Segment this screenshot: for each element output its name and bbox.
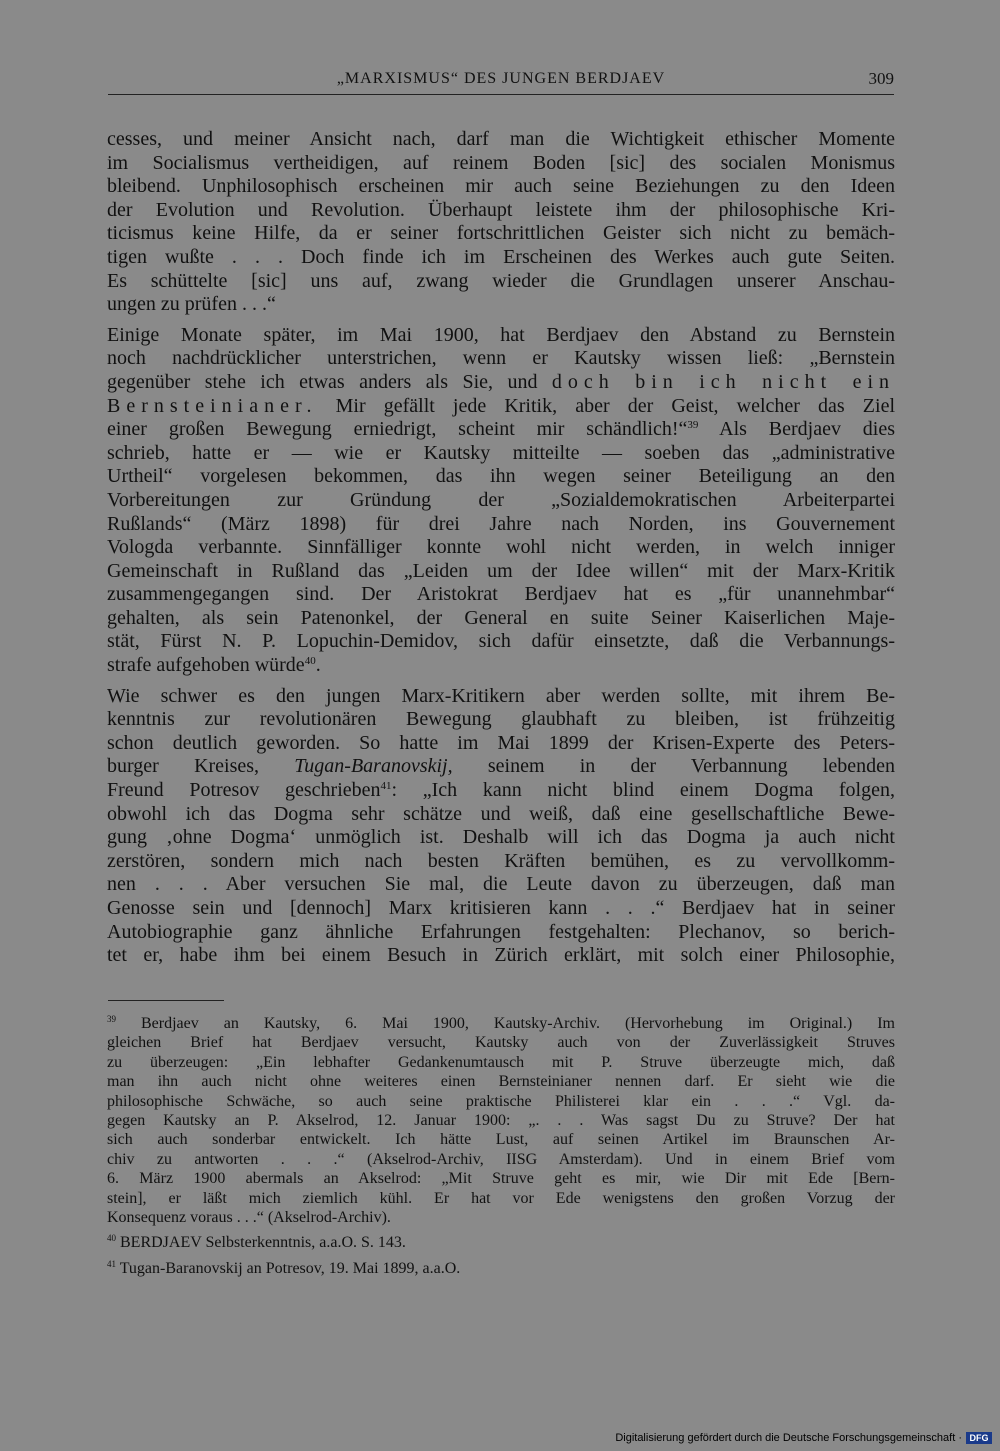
- text-line: obwohl ich das Dogma sehr schätze und weiß, daß eine gesellschaftliche Bewe-: [107, 802, 895, 825]
- text-line: Genosse sein und [dennoch] Marx kritisieren kann . . .“ Berdjaev hat in seiner: [107, 897, 895, 919]
- text-line: kenntnis zur revolutionären Bewegung glaubhaft zu bleiben, ist frühzeitig: [107, 708, 895, 731]
- text-line: cesses, und meiner Ansicht nach, darf man die Wichtigkeit ethischer Momente: [107, 128, 895, 150]
- text-line: Gemeinschaft in Rußland das „Leiden um der Idee willen“ mit der Marx-Kritik: [107, 559, 895, 582]
- footnote-line: stein], er läßt mich ziemlich kühl. Er hat vor Ede wenigstens den großen Vorzug der: [107, 1189, 895, 1207]
- footnote-ref[interactable]: 40: [304, 655, 316, 668]
- footnote-line: philosophische Schwäche, so auch seine praktische Philisterei klar ein . . .“ Vgl. da-: [107, 1092, 895, 1110]
- text-line: tet er, habe ihm bei einem Besuch in Zürich erklärt, mit solch einer Philosophie,: [107, 944, 895, 967]
- text-line: [107, 371, 895, 395]
- footnote-line: sich auch sonderbar entwickelt. Ich hätte Lust, auf seinen Artikel im Braunschen Ar-: [107, 1131, 895, 1149]
- text-line: gehalten, als sein Patenonkel, der General en suite Seiner Kaiserlichen Maje-: [107, 606, 895, 629]
- text-line: Rußlands“ (März 1898) für drei Jahre nach Norden, ins Gouvernement: [107, 512, 895, 535]
- text-span: burger Kreises,: [107, 755, 260, 778]
- text-line: nen . . . Aber versuchen Sie mal, die Leute davon zu überzeugen, daß man: [107, 873, 895, 896]
- text-line: [107, 779, 895, 803]
- text-line: zusammengegangen sind. Der Aristokrat Berdjaev hat es „für unannehmbar“: [107, 583, 895, 606]
- text-line: [107, 418, 895, 442]
- text-line: der Evolution und Revolution. Überhaupt leistete ihm der philosophische Kri-: [107, 198, 895, 221]
- paragraph-2: [107, 324, 895, 678]
- footnote-line: gleichen Brief hat Berdjaev versucht, Kautsky auch von der Zuverlässigkeit Struves: [107, 1034, 895, 1052]
- dfg-logo-icon: DFG: [966, 1432, 992, 1444]
- footnote-line: man ihn auch nicht ohne weiteres einen Bernsteinianer nennen darf. Er sieht wie die: [107, 1073, 895, 1091]
- text-span: Als Berdjaev dies: [719, 418, 896, 441]
- footnote-number: 39: [107, 1014, 116, 1024]
- text-line: Wie schwer es den jungen Marx-Kritikern aber werden sollte, mit ihrem Be-: [107, 684, 895, 707]
- text-line: tigen wußte . . . Doch finde ich im Erscheinen des Werkes auch gute Seiten.: [107, 245, 895, 268]
- footnote-line: Konsequenz voraus . . .“ (Akselrod-Archiv).: [107, 1209, 391, 1227]
- text-span: seinem in der Verbannung lebenden: [487, 755, 895, 778]
- text-line: [107, 654, 895, 678]
- footnote-ref[interactable]: 41: [380, 780, 392, 793]
- text-line: zerstören, sondern mich nach besten Kräften bemühen, es zu vervollkomm-: [107, 849, 895, 872]
- footnote-ref[interactable]: 39: [687, 419, 699, 432]
- text-span: Mir gefällt jede Kritik, aber der Geist, welcher das Ziel: [335, 394, 896, 417]
- footnote-39: [107, 1014, 895, 1227]
- text-line: im Socialismus vertheidigen, auf reinem Boden [sic] des socialen Monismus: [107, 151, 895, 174]
- emphasis-span: doch bin ich nicht ein: [551, 370, 896, 393]
- footnote-divider: [108, 1000, 224, 1001]
- footer-text: Digitalisierung gefördert durch die Deutsche Forschungsgemeinschaft ·: [615, 1432, 962, 1444]
- footnote-text: BERDJAEV Selbsterkenntnis, a.a.O. S. 143.: [120, 1234, 406, 1252]
- paragraph-3: [107, 685, 895, 968]
- footnote-text: Tugan-Baranovskij an Potresov, 19. Mai 1899, a.a.O.: [119, 1259, 461, 1277]
- text-line: Vologda verbannte. Sinnfälliger konnte wohl nicht werden, in welch inniger: [107, 536, 895, 559]
- footnote-line: gegen Kautsky an P. Akselrod, 12. Januar 1900: „. . . Was sagst Du zu Struve? Der hat: [107, 1112, 895, 1130]
- footnote-line: 6. März 1900 abermals an Akselrod: „Mit Struve geht es mir, wie Dir mit Ede [Bern-: [107, 1170, 895, 1188]
- text-span: : „Ich kann nicht blind einem Dogma folgen,: [391, 779, 895, 802]
- running-title: „MARXISMUS“ DES JUNGEN BERDJAEV: [336, 70, 666, 87]
- running-header: [108, 68, 894, 95]
- text-span: .: [315, 654, 321, 677]
- page-number: 309: [868, 69, 894, 88]
- text-line: gung ‚ohne Dogma‘ unmöglich ist. Deshalb will ich das Dogma ja auch nicht: [107, 826, 895, 849]
- text-line: ungen zu prüfen . . .“: [107, 293, 276, 316]
- text-span: einer großen Bewegung erniedrigt, scheint mir schändlich!“: [107, 418, 688, 441]
- text-line: Es schüttelte [sic] uns auf, zwang wieder die Grundlagen unserer Anschau-: [107, 269, 895, 292]
- text-line: Vorbereitungen zur Gründung der „Sozialdemokratischen Arbeiterpartei: [107, 488, 895, 511]
- text-line: schrieb, hatte er — wie er Kautsky mitteilte — soeben das „administrative: [107, 441, 895, 464]
- text-line: Autobiographie ganz ähnliche Erfahrungen festgehalten: Plechanov, so berich-: [107, 920, 895, 943]
- paragraph-1: [107, 128, 895, 317]
- italic-name: Tugan-Baranovskij,: [294, 755, 453, 778]
- footnote-line: [107, 1014, 895, 1033]
- text-line: [107, 755, 895, 779]
- footnote-number: 40: [107, 1233, 116, 1244]
- footnote-40: [107, 1233, 895, 1252]
- footnote-line: zu überzeugen: „Ein lebhafter Gedankenumtausch mit P. Struve überzeugte mich, daß: [107, 1053, 895, 1071]
- text-line: Urtheil“ vorgelesen bekommen, das ihn wegen seiner Beteiligung an den: [107, 465, 895, 488]
- footnote-number: 41: [107, 1258, 116, 1269]
- footnote-41: [107, 1259, 895, 1278]
- text-line: [107, 395, 895, 419]
- emphasis-span: Bernsteinianer.: [107, 394, 318, 417]
- digitization-footer: [615, 1432, 992, 1444]
- text-line: noch nachdrücklicher unterstrichen, wenn er Kautsky wissen ließ: „Bernstein: [107, 347, 895, 370]
- text-span: strafe aufgehoben würde: [107, 654, 305, 677]
- text-line: ticismus keine Hilfe, da er seiner fortschrittlichen Geister sich nicht zu bemäch-: [107, 222, 895, 245]
- text-span: gegenüber stehe ich etwas anders als Sie, und: [107, 370, 538, 393]
- main-text: [107, 128, 895, 968]
- text-line: Einige Monate später, im Mai 1900, hat Berdjaev den Abstand zu Bernstein: [107, 323, 895, 346]
- text-span: Freund Potresov geschrieben: [107, 779, 381, 802]
- text-line: stät, Fürst N. P. Lopuchin-Demidov, sich dafür einsetzte, daß die Verbannungs-: [107, 630, 895, 653]
- text-line: bleibend. Unphilosophisch erscheinen mir auch seine Beziehungen zu den Ideen: [107, 175, 895, 198]
- footnotes: [107, 1014, 895, 1284]
- text-span: Berdjaev an Kautsky, 6. Mai 1900, Kautsky-Archiv. (Hervorhebung im Original.) Im: [141, 1015, 896, 1032]
- footnote-line: chiv zu antworten . . .“ (Akselrod-Archiv, IISG Amsterdam). Und in einem Brief vom: [107, 1150, 895, 1168]
- text-line: schon deutlich geworden. So hatte im Mai 1899 der Krisen-Experte des Peters-: [107, 731, 895, 754]
